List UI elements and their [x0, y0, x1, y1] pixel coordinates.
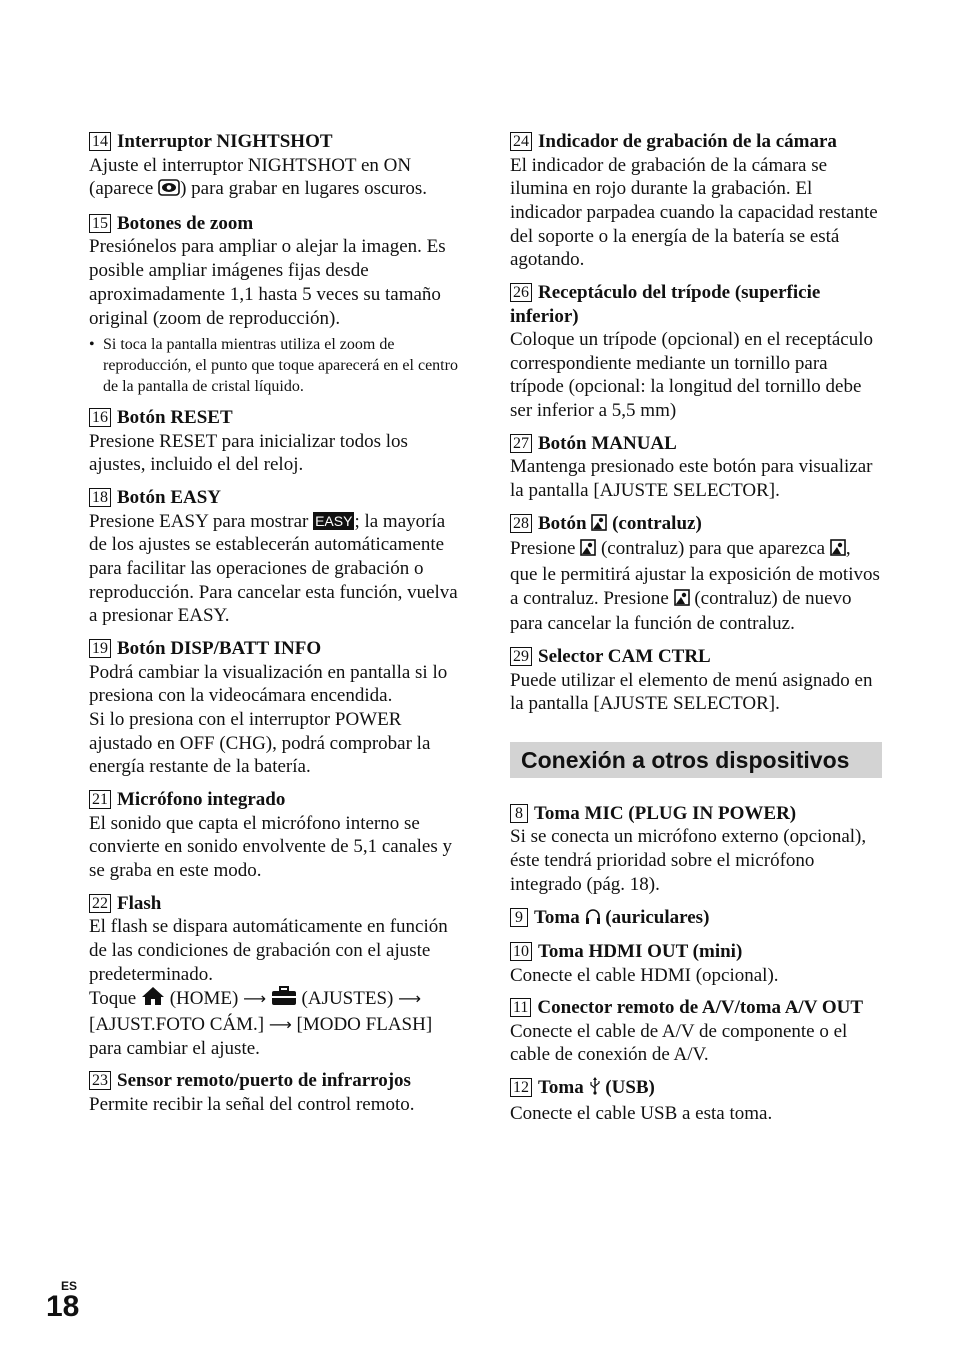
section-disp	[89, 637, 461, 779]
section-headphones	[510, 906, 882, 932]
item-number: 27	[510, 434, 532, 453]
arrow-icon: ⟶	[398, 989, 422, 1009]
section-tripod	[510, 281, 882, 423]
section-body: Presiónelos para ampliar o alejar la imagen. Es posible ampliar imágenes fijas desde aproximadamente 1,1 hasta 5 veces su tamaño original (zoom de reproducción).	[89, 236, 446, 329]
section-flash	[89, 892, 461, 1061]
item-number: 15	[89, 214, 111, 233]
section-zoom	[89, 212, 461, 397]
home-icon	[141, 986, 165, 1013]
backlight-icon	[674, 589, 690, 613]
section-mic-jack	[510, 802, 882, 897]
section-body: Permite recibir la señal del control remoto.	[89, 1093, 415, 1115]
easy-badge: EASY	[315, 512, 353, 529]
section-title: 8 Toma MIC (PLUG IN POWER)	[510, 802, 882, 826]
nightshot-icon	[158, 179, 180, 203]
section-hdmi	[510, 940, 882, 987]
section-title: 19 Botón DISP/BATT INFO	[89, 637, 461, 661]
section-recording-lamp	[510, 130, 882, 272]
section-cam-ctrl	[510, 645, 882, 716]
bullet: •	[89, 336, 95, 354]
backlight-icon	[591, 514, 607, 538]
item-number: 18	[89, 488, 111, 507]
section-body: Coloque un trípode (opcional) en el receptáculo correspondiente mediante un tornillo para trípode (opcional: la longitud del tornillo debe ser inferior a 5,5 mm)	[510, 329, 873, 422]
section-body: El flash se dispara automáticamente en función de las condiciones de grabación con el ajuste predeterminado.	[89, 916, 448, 985]
item-number: 14	[89, 132, 111, 151]
item-number: 12	[510, 1078, 532, 1097]
section-av-remote	[510, 996, 882, 1067]
item-number: 22	[89, 894, 111, 913]
section-title: 10 Toma HDMI OUT (mini)	[510, 940, 882, 964]
section-body: Presione RESET para inicializar todos los ajustes, incluido el del reloj.	[89, 430, 408, 476]
item-number: 11	[510, 998, 531, 1017]
item-number: 8	[510, 804, 528, 823]
section-title: 24 Indicador de grabación de la cámara	[510, 130, 882, 154]
item-number: 19	[89, 639, 111, 658]
section-reset	[89, 406, 461, 477]
arrow-icon: ⟶	[243, 989, 267, 1009]
section-body: Presione EASY para mostrar EASY ; la mayoría de los ajustes se establecerán automáticamente para facilitar las operaciones de grabación o reproducción. Para cancelar esta función, vuelva a presionar EASY.	[89, 510, 458, 627]
section-body: Podrá cambiar la visualización en pantalla si lo presiona con la videocámara encendida.	[89, 661, 448, 707]
section-title: 12 Toma (USB)	[510, 1076, 882, 1102]
item-number: 29	[510, 647, 532, 666]
section-body: Ajuste el interruptor NIGHTSHOT en ON (aparece ) para grabar en lugares oscuros.	[89, 154, 461, 203]
section-body: El indicador de grabación de la cámara se ilumina en rojo durante la grabación. El indicador parpadea cuando la capacidad restante del soporte o la energía de la batería se está agotando.	[510, 154, 878, 271]
backlight-icon	[580, 539, 596, 563]
section-body: Conecte el cable HDMI (opcional).	[510, 964, 779, 986]
section-title: 9 Toma (auriculares)	[510, 906, 882, 932]
section-body: Conecte el cable USB a esta toma.	[510, 1102, 773, 1124]
section-title: 22 Flash	[89, 892, 461, 916]
section-body: Toque (HOME) ⟶ (AJUSTES) ⟶ [AJUST.FOTO CÁM.] ⟶ [MODO FLASH] para cambiar el ajuste.	[89, 988, 433, 1059]
section-title: 15 Botones de zoom	[89, 212, 461, 236]
section-microphone	[89, 788, 461, 883]
section-backlight	[510, 512, 882, 636]
section-body: Conecte el cable de A/V de componente o el cable de conexión de A/V.	[510, 1020, 848, 1066]
item-number: 23	[89, 1071, 111, 1090]
left-column	[89, 130, 461, 1126]
item-number: 26	[510, 283, 532, 302]
section-title: 18 Botón EASY	[89, 486, 461, 510]
section-body: Si lo presiona con el interruptor POWER ajustado en OFF (CHG), podrá comprobar la energía restante de la batería.	[89, 709, 431, 778]
section-body: El sonido que capta el micrófono interno se convierte en sonido envolvente de 5,1 canales y se graba en este modo.	[89, 812, 452, 882]
section-title: 11 Conector remoto de A/V/toma A/V OUT	[510, 996, 882, 1020]
section-title: 21 Micrófono integrado	[89, 788, 461, 812]
section-body: Si se conecta un micrófono externo (opcional), éste tendrá prioridad sobre el micrófono integrado (pág. 18).	[510, 826, 867, 895]
item-number: 28	[510, 514, 532, 533]
right-column	[510, 130, 882, 1134]
headphones-icon	[585, 908, 601, 932]
backlight-icon	[830, 539, 846, 563]
language-label: ES	[61, 1279, 78, 1293]
item-number: 10	[510, 942, 532, 961]
section-body: Mantenga presionado este botón para visualizar la pantalla [AJUSTE SELECTOR].	[510, 456, 873, 502]
usb-icon	[589, 1076, 601, 1102]
item-number: 16	[89, 408, 111, 427]
toolbox-icon	[271, 986, 297, 1013]
item-number: 24	[510, 132, 532, 151]
section-easy	[89, 486, 461, 628]
section-heading-band: Conexión a otros dispositivos	[510, 742, 882, 778]
note: • Si toca la pantalla mientras utiliza el zoom de reproducción, el punto que toque aparecerá en el centro de la pantalla de cristal líquido.	[89, 336, 458, 396]
section-body: Puede utilizar el elemento de menú asignado en la pantalla [AJUSTE SELECTOR].	[510, 669, 873, 715]
page-number: 18	[46, 1290, 80, 1323]
section-title: 28 Botón (contraluz)	[510, 512, 882, 538]
section-title: 27 Botón MANUAL	[510, 432, 882, 456]
section-body: Presione (contraluz) para que aparezca , que le permitirá ajustar la exposición de motivos a contraluz. Presione (contraluz) de nuevo para cancelar la función de contraluz.	[510, 538, 880, 635]
item-number: 21	[89, 790, 111, 809]
arrow-icon: ⟶	[268, 1015, 292, 1035]
section-title: 23 Sensor remoto/puerto de infrarrojos	[89, 1069, 461, 1093]
section-nightshot	[89, 130, 461, 203]
section-title: 14 Interruptor NIGHTSHOT	[89, 130, 461, 154]
section-remote-sensor	[89, 1069, 461, 1116]
section-title: 16 Botón RESET	[89, 406, 461, 430]
section-manual	[510, 432, 882, 503]
section-usb	[510, 1076, 882, 1125]
item-number: 9	[510, 908, 528, 927]
section-title: 29 Selector CAM CTRL	[510, 645, 882, 669]
section-title: 26 Receptáculo del trípode (superficie inferior)	[510, 282, 821, 327]
